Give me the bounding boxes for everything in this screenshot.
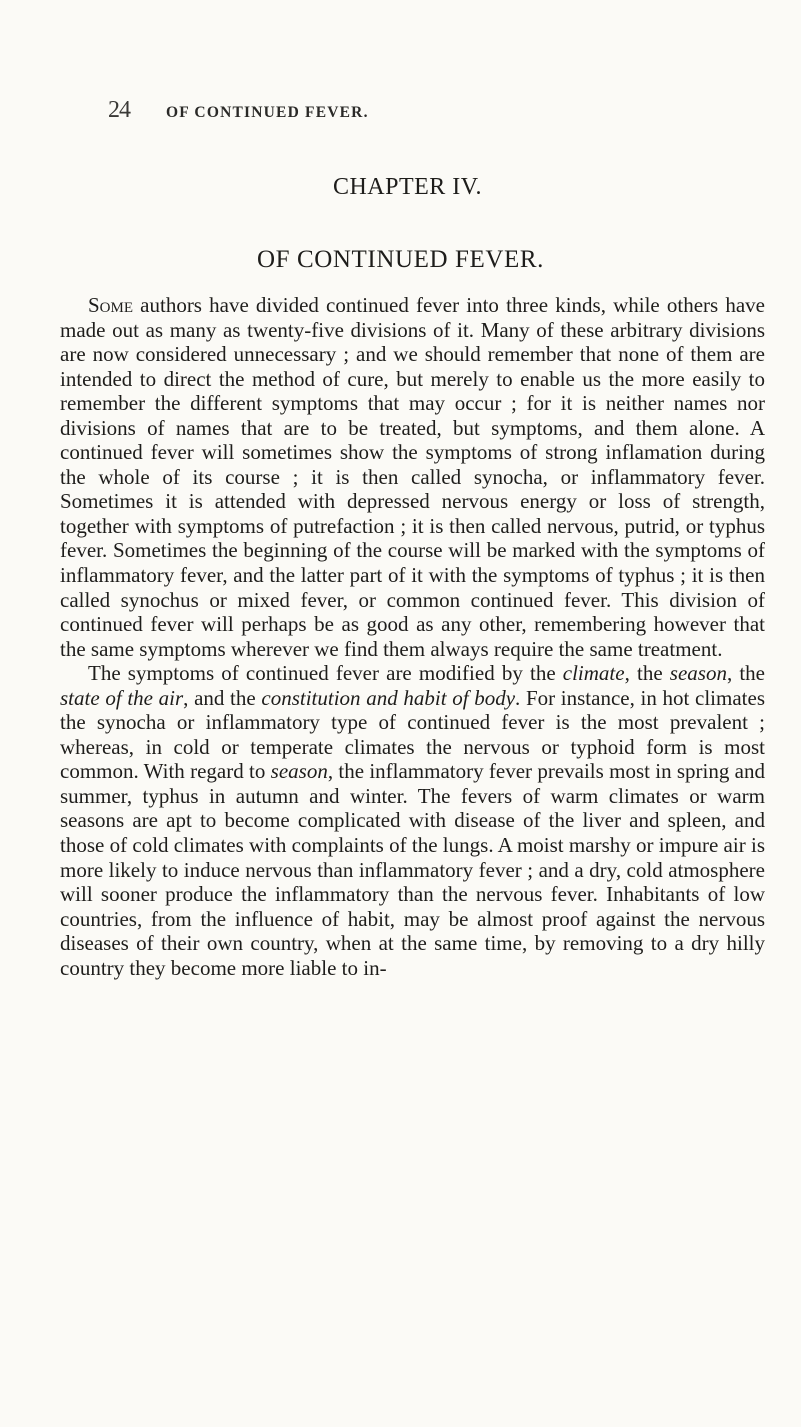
paragraph-1	[60, 293, 765, 661]
paragraph-2-rest: , the inflammatory fever prevails most in spring and summer, typhus in autumn and winter. The fevers of warm climates or warm seasons are apt to become complicated with disease of the liver and spleen, and those of cold climates with complaints of the lungs. A moist marshy or impure air is more likely to induce nervous than inflammatory fever ; and a dry, cold atmosphere will sooner produce the inflammatory than the nervous fever. Inhabitants of low countries, from the influence of habit, may be almost proof against the nervous diseases of their own country, when at the same time, by removing to a dry hilly country they become more liable to in-	[60, 759, 765, 980]
page-number: 24	[108, 97, 130, 123]
term-state-of-air: state of the air	[60, 685, 184, 710]
term-climate: climate	[562, 661, 625, 686]
paragraph-2-intro: The symptoms of continued fever are modified by the	[88, 661, 563, 686]
body-text	[60, 293, 765, 980]
term-season: season	[669, 661, 727, 686]
chapter-title: OF CONTINUED FEVER.	[256, 246, 545, 273]
paragraph-1-first-word: Some	[88, 293, 134, 317]
term-constitution: constitution and habit of body	[261, 685, 516, 710]
running-head: OF CONTINUED FEVER.	[166, 104, 369, 121]
chapter-number: CHAPTER IV.	[332, 174, 483, 200]
paragraph-2-sep-3: , and the	[183, 685, 262, 710]
paragraph-2-sep-2: , the	[726, 661, 765, 686]
paragraph-1-text: authors have divided continued fever into three kinds, while others have made out as many as twenty-five divisions of it. Many of these arbitrary divisions are now considered unnecessary ; and we should remember that none of them are intended to direct the method of cure, but merely to enable us the more easily to remember the different symptoms that may occur ; for it is neither names nor divisions of names that are to be treated, but symptoms, and them alone. A continued fever will sometimes show the symptoms of strong inflamation during the whole of its course ; it is then called synocha, or inflammatory fever. Sometimes it is attended with depressed nervous energy or loss of strength, together with symptoms of putrefaction ; it is then called nervous, putrid, or typhus fever. Sometimes the beginning of the course will be marked with the symptoms of inflammatory fever, and the latter part of it with the symptoms of typhus ; it is then called synochus or mixed fever, or common continued fever. This division of continued fever will perhaps be as good as any other, remembering however that the same symptoms wherever we find them always require the same treatment.	[60, 293, 765, 661]
paragraph-2	[60, 661, 765, 980]
paragraph-2-mid: . For instance, in hot climates the synocha or inflammatory type of continued fever is the most prevalent ; whereas, in cold or temperate climates the nervous or typhoid form is most common. With regard to	[60, 685, 765, 784]
paragraph-2-sep-1: , the	[624, 661, 670, 686]
term-season-2: season	[270, 759, 328, 784]
